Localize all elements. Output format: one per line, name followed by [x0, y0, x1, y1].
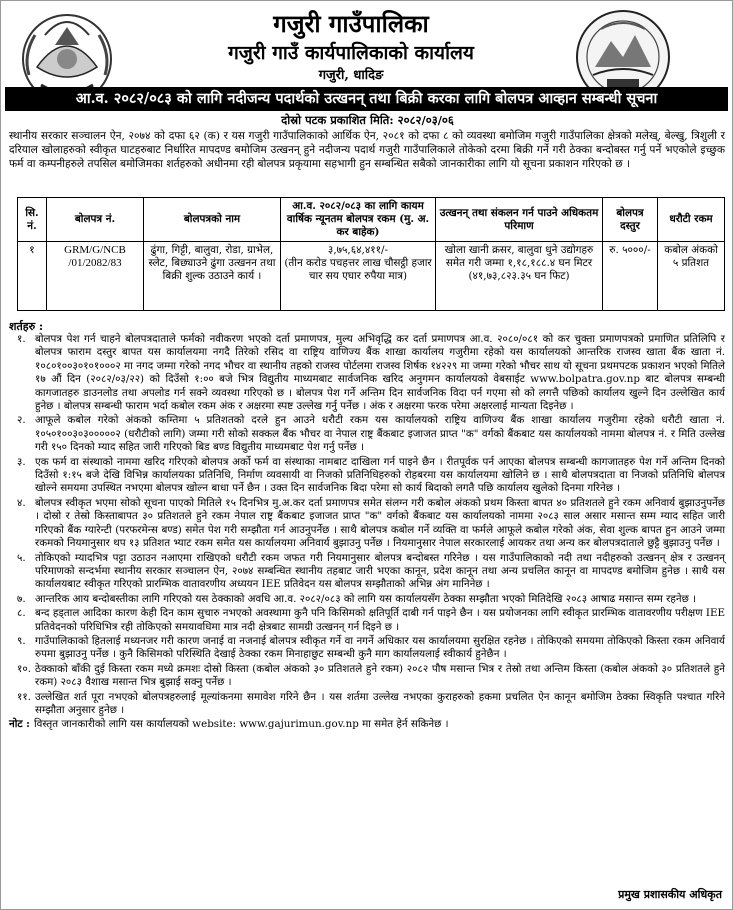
amount-words: (तीन करोड पचहत्तर लाख चौसट्ठी हजार चार सय एघार रुपैया मात्र) [284, 257, 432, 282]
term-number: २. [17, 414, 26, 427]
col-header-bid-name: बोलपत्रको नाम [144, 198, 281, 242]
term-number: ९. [17, 634, 26, 647]
list-item [9, 691, 725, 718]
term-text: आन्तरिक आय बन्दोबस्तीका लागि गरिएको यस ठेक्काको अवधि आ.व. २०८२/०८३ को लागि यस कार्यालयसँग ठेक्का सम्झौता भएको मितिदेखि २०८३ आषाढ मसान्त सम्म रहनेछ । [35, 592, 696, 605]
note-label: नोट : [9, 718, 30, 731]
cell-fee: रु. ५०००/- [603, 242, 658, 311]
table-header-row [18, 198, 725, 242]
quantity-cubic-feet: (४१,७३,८२३.३५ घन फिट) [468, 270, 570, 282]
list-item [9, 663, 725, 690]
term-number: ७. [17, 592, 26, 605]
office-location: गजुरी, धादिङ [318, 68, 384, 83]
list-item [9, 607, 725, 634]
note-text: विस्तृत जानकारीको लागि यस कार्यालयको website: www.gajurimun.gov.np मा समेत हेर्न सकिनेछ । [33, 718, 449, 731]
table-row [18, 242, 725, 311]
intro-paragraph: स्थानीय सरकार सञ्चालन ऐन, २०७४ को दफा ६२ (क) र यस गजुरी गाउँपालिकाको आर्थिक ऐन, २०८१ को दफा ८ को व्यवस्था बमोजिम गजुरी गाउँपालिका क्षेत्रको मलेख्, बेल्खु, त्रिशुली र दरियाल खोलाहरुको स्वीकृत घाटहरुबाट निर्धारित मापदण्ड बमोजिम उत्खनन् हुने नदीजन्य पदार्थ गजुरी गाउँपालिकाले तोकेको दरमा बिक्री गर्ने गरी ठेक्का बन्दोबस्त गर्नु पर्ने भएकोले इच्छुक फर्म वा कम्पनीहरुले तपसिल बमोजिमका शर्तहरुको अधीनमा रही बोलपत्र प्रकृयामा सहभागी हुन सम्बन्धित सबैको जानकारीका लागि यो सूचना प्रकाशन गरिएको छ । [9, 130, 726, 171]
col-header-fee: बोलपत्र दस्तुर [603, 198, 658, 242]
term-text: उल्लेखित शर्त पूरा नभएको बोलपत्रहरुलाई मूल्यांकनमा समावेश गरिने छैन । यस शर्तमा उल्लेख नभएका कुराहरुको हकमा प्रचलित ऐन कानून बमोजिम ठेक्का स्विकृति पश्चात गरिने सम्झौता अनुसार हुनेछ । [35, 690, 725, 716]
term-text: गाउँपालिकाको हितलाई मध्यनजर गरी कारण जनाई वा नजनाई बोलपत्र स्वीकृत गर्ने वा नगर्ने अधिकार यस कार्यालयमा सुरक्षित रहनेछ । तोकिएको समयमा तोकिएको किस्ता रकम अनिवार्य रुपमा बुझाउनु पर्नेछ । कुनै किसिमको परिस्थिति देखाई ठेक्का रकम मिनाहाछुट सम्बन्धी कुनै माग कार्यालयलाई स्वीकार्य हुनेछैन । [35, 634, 725, 661]
term-text: एक फर्म वा संस्थाको नाममा खरिद गरिएको बोलपत्र अर्को फर्म वा संस्थाका नामबाट दाखिला गर्न पाइने छैन । रीतपूर्वक पर्न आएका बोलपत्र सम्बन्धी कागजातहरु पेश गर्ने अन्तिम दिनको दिउँसो १:१५ बजे देखि विभिन्न कार्यालयका प्रतिनिधि, निर्माण व्यवसायी वा निजको प्रतिनिधिहरुको रोहबरमा यस कार्यालयमा खोलिने छ । साथै बोलपत्रदाता वा निजको प्रतिनिधि बोलपत्र खोल्ने समयमा उपस्थित नभएमा बोलपत्र खोल्न बाधा पर्ने छैन । उक्त दिन सार्वजनिक बिदा परेमा सो कार्य बिदाको लगतै पछि कार्यालय खुलेको दिनमा गरिनेछ । [35, 455, 725, 495]
term-number: ५. [17, 551, 26, 564]
list-item [9, 497, 725, 551]
col-header-deposit: धरौटी रकम [658, 198, 725, 242]
col-header-bid-no: बोलपत्र नं. [47, 198, 144, 242]
term-number: १. [17, 333, 26, 345]
term-number: १०. [17, 662, 31, 675]
term-number: ४. [17, 496, 26, 509]
term-number: ११. [17, 690, 31, 703]
term-text: तोकिएको म्यादभित्र पट्टा उठाउन नआएमा राखिएको धरौटी रकम जफत गरी नियमानुसार बोलपत्र बन्दोबस्त गरिनेछ । यस गाउँपालिकाको नदी तथा नदीहरुको उत्खनन् क्षेत्र र उत्खनन् परिमाणको सन्दर्भमा स्थानीय सरकार सञ्चालन ऐन, २०७४ सम्बन्धित स्थानीय तहबाट जारी भएका कानून, प्रदेश कानून तथा अन्य प्रचलित कानून वा मापदण्ड बमोजिम हुनेछ । साथै यस कार्यालयबाट स्वीकृत गरिएको प्रारम्भिक वातावरणीय अध्ययन IEE प्रतिवेदन यस बोलपत्र सम्झौताको अभिन्न अंग मानिनेछ । [35, 551, 725, 591]
terms-list [9, 333, 725, 732]
org-name: गजुरी गाउँपालिका [273, 9, 429, 38]
cell-amount [281, 242, 436, 311]
term-text: बोलपत्र पेश गर्न चाहने बोलपत्रदाताले फर्मको नवीकरण भएको दर्ता प्रमाणपत्र, मुल्य अभिवृद्धि कर दर्ता प्रमाणपत्र आ.व. २०८०/०८१ को कर चुक्ता प्रमाणपत्रको प्रमाणित प्रतिलिपि र बोलपत्र फाराम दस्तुर बापत यस कार्यालयमा नगदै तिरेको रसिद वा राष्ट्रिय वाणिज्य बैंक शाखा कार्यालय गजुरीमा रहेको यस कार्यालयको आन्तरिक राजस्व खाता बैंक खाता नं. १०८०१००३०१०१०००२ मा नगद जम्मा गरेको नगद भौचर वा स्थानीय तहको राजस्व पोर्टलमा राजस्व शिर्षक १४२२९ मा जम्मा गरेको भौचर साथ यो सूचना प्रथमपटक प्रकाशन भएको मितिले १७ औं दिन (२०८२/०३/२२) को दिउँसो १:०० बजे भित्र विद्युतीय माध्यमबाट सार्वजनिक खरिद अनुगमन कार्यालयको वेबसाईट www.bolpatra.gov.np बाट बोलपत्र सम्बन्धी कागजातहरु डाउनलोड तथा अपलोड गर्न सक्ने व्यवस्था गरिएको छ । बोलपत्र पेश गर्ने अन्तिम दिन सार्वजनिक विदा पर्न गएमा सो को लगत्तै पछिको कार्यालय खुल्ने दिन उल्लेखित कार्य हुनेछ । बोलपत्र सम्बन्धी फाराम भर्दा कबोल रकम अंक र अक्षरमा स्पष्ट उल्लेख गर्नु पर्नेछ । अंक र अक्षरमा फरक परेमा अक्षरलाई मान्यता दिइनेछ । [35, 333, 725, 413]
cell-sn: १ [18, 242, 47, 311]
term-text: आफूले कबोल गरेको अंकको कम्तिमा ५ प्रतिशतको दरले हुन आउने धरौटी रकम यस कार्यालयको राष्ट्रिय वाणिज्य बैंक शाखा कार्यालय गजुरीमा रहेको धरौटी खाता नं. १०५०१००३०३०००००२ (धरौटीको लागि) जम्मा गरी सोको सक्कल बैंक भौचर वा नेपाल राष्ट्र बैंकबाट इजाजत प्राप्त "क" वर्गको बैंकबाट यस कार्यालयको नाममा बोलपत्र नं. र मिति उल्लेख गरी १५० दिनको म्याद सहित जारी गरिएको बिड बण्ड विद्युतीय माध्यमबाट पेश गर्नु पर्नेछ । [35, 414, 725, 454]
list-item [9, 552, 725, 592]
quantity-cubic-meter: खोला खानी क्रसर, बालुवा धुने उद्योगहरु समेत गरी जम्मा १,१८,१८८.४ घन मिटर [444, 244, 594, 269]
term-text: ठेक्काको बाँकी दुई किस्ता रकम मध्ये क्रमशः दोस्रो किस्ता (कबोल अंकको ३० प्रतिशतले हुने रकम) २०८२ पौष मसान्त भित्र र तेस्रो तथा अन्तिम किस्ता (कबोल अंकको ३० प्रतिशतले हुने रकम) २०८३ वैशाख मसान्त भित्र बुझाई सक्नु पर्नेछ । [35, 662, 725, 689]
list-item [9, 593, 725, 606]
terms-title: शर्तहरु : [9, 320, 44, 333]
notice-title: आ.व. २०८२/०८३ को लागि नदीजन्य पदार्थको उत्खनन् तथा बिक्री करका लागि बोलपत्र आव्हान सम्बन्धी सूचना [5, 87, 728, 111]
term-text: बन्द हड्ताल आदिका कारण केही दिन काम सुचारु नभएको अवस्थामा कुनै पनि किसिमको क्षतिपूर्ति दाबी गर्न पाइने छैन । यस प्रयोजनका लागि स्वीकृत प्रारम्भिक वातावरणीय परीक्षण IEE प्रतिवेदनको परिधिभित्र रही तोकिएको समयावधिमा मात्र नदी क्षेत्रबाट सामग्री उत्खनन् गर्न दिइने छ । [35, 607, 725, 633]
col-header-quantity: उत्खनन् तथा संकलन गर्न पाउने अधिकतम परिमाण [436, 198, 603, 242]
term-text: बोलपत्र स्वीकृत भएमा सोको सूचना पाएको मितिले १५ दिनभित्र मु.अ.कर दर्ता प्रमाणपत्र समेत संलग्न गरी कबोल अंकको प्रथम किस्ता बापत ४० प्रतिशतले हुने रकम अनिवार्य बुझाउनुपर्नेछ । दोस्रो र तेस्रो किस्ताबापत ३० प्रतिशतले हुने रकम नेपाल राष्ट्र बैंकबाट इजाजत प्राप्त "क" वर्गको बैंकबाट यस कार्यालयको नाममा २०८३ साल असार मसान्त सम्म म्याद सहित जारी गरिएको बैंक ग्यारेन्टी (परफरमेन्स बण्ड) समेत पेश गरी सम्झौता गर्न आउनुपर्नेछ । साथै बोलपत्र कबोल गर्ने व्यक्ति वा फर्मले आफूले कबोल गरेको अंक, सेवा शुल्क बापत हुन आउने जम्मा रकमको नियमानुसार थप १३ प्रतिशत भ्याट रकम समेत यस कार्यालयमा अनिवार्य बुझाउनु पर्नेछ । नियमानुसार नेपाल सरकारलाई आयकर तथा अन्य कर बोलपत्रदाताले छुट्टै बुझाउनु पर्नेछ । [35, 496, 725, 550]
term-number: ८. [17, 607, 26, 620]
cell-quantity [436, 242, 603, 311]
col-header-amount: आ.व. २०८२/०८३ का लागि कायम वार्षिक न्यूनतम बोलपत्र रकम (मु. अ. कर बाहेक) [281, 198, 436, 242]
list-item [9, 414, 725, 454]
cell-deposit: कबोल अंकको ५ प्रतिशत [658, 242, 725, 311]
bid-table [17, 197, 725, 311]
list-item [9, 456, 725, 496]
list-item [9, 635, 725, 662]
note [9, 718, 725, 731]
cell-bid-no: GRM/G/NCB /01/2082/83 [47, 242, 144, 311]
signature: प्रमुख प्रशासकीय अधिकृत [618, 888, 722, 901]
list-item [9, 333, 725, 413]
amount-figure: ३,७५,६४,४११/- [327, 244, 389, 256]
col-header-sn: सि. नं. [18, 198, 47, 242]
office-name: गजुरी गाउँ कार्यपालिकाको कार्यालय [228, 42, 474, 64]
publish-date: दोस्रो पटक प्रकाशित मिति: २०८२/०३/०६ [281, 113, 454, 127]
cell-bid-name: ढुंगा, गिट्टी, बालुवा, रोडा, ग्राभेल, स्लेट, बिछ्याउने ढुंगा उत्खनन तथा बिक्री शुल्क उठाउने कार्य । [144, 242, 281, 311]
term-number: ३. [17, 455, 26, 468]
